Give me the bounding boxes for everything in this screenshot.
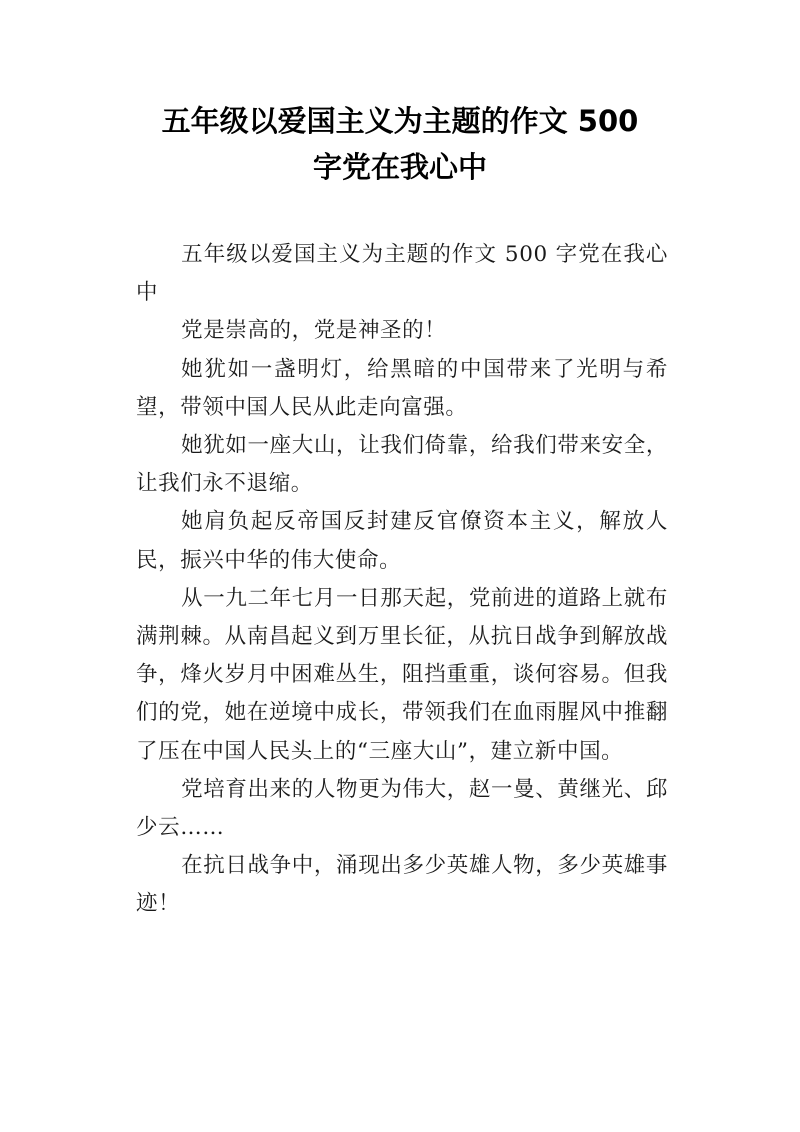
document-body — [136, 236, 668, 924]
paragraph: 党培育出来的人物更为伟大，赵一曼、黄继光、邱少云…… — [136, 776, 668, 841]
paragraph: 她肩负起反帝国反封建反官僚资本主义，解放人民，振兴中华的伟大使命。 — [136, 509, 668, 573]
paragraph: 在抗日战争中，涌现出多少英雄人物，多少英雄事迹！ — [136, 853, 668, 917]
paragraph: 从一九二年七月一日那天起，党前进的道路上就布满荆棘。从南昌起义到万里长征，从抗日战争到解放战争，烽火岁月中困难丛生，阻挡重重，谈何容易。但我们的党，她在逆境中成长，带领我们在血雨腥风中推翻了压在中国人民头上的“三座大山”，建立新中国。 — [136, 585, 668, 764]
paragraph-heading-repeat: 五年级以爱国主义为主题的作文 500 字党在我心中 — [136, 242, 668, 306]
title-line-2: 字党在我心中 — [312, 150, 487, 184]
paragraph: 党是崇高的，党是神圣的！ — [181, 318, 447, 344]
title-line-1: 五年级以爱国主义为主题的作文 500 — [161, 104, 639, 138]
paragraph: 她犹如一盏明灯，给黑暗的中国带来了光明与希望，带领中国人民从此走向富强。 — [136, 356, 668, 420]
paragraph: 她犹如一座大山，让我们倚靠，给我们带来安全，让我们永不退缩。 — [136, 433, 668, 497]
document-title — [100, 98, 700, 190]
